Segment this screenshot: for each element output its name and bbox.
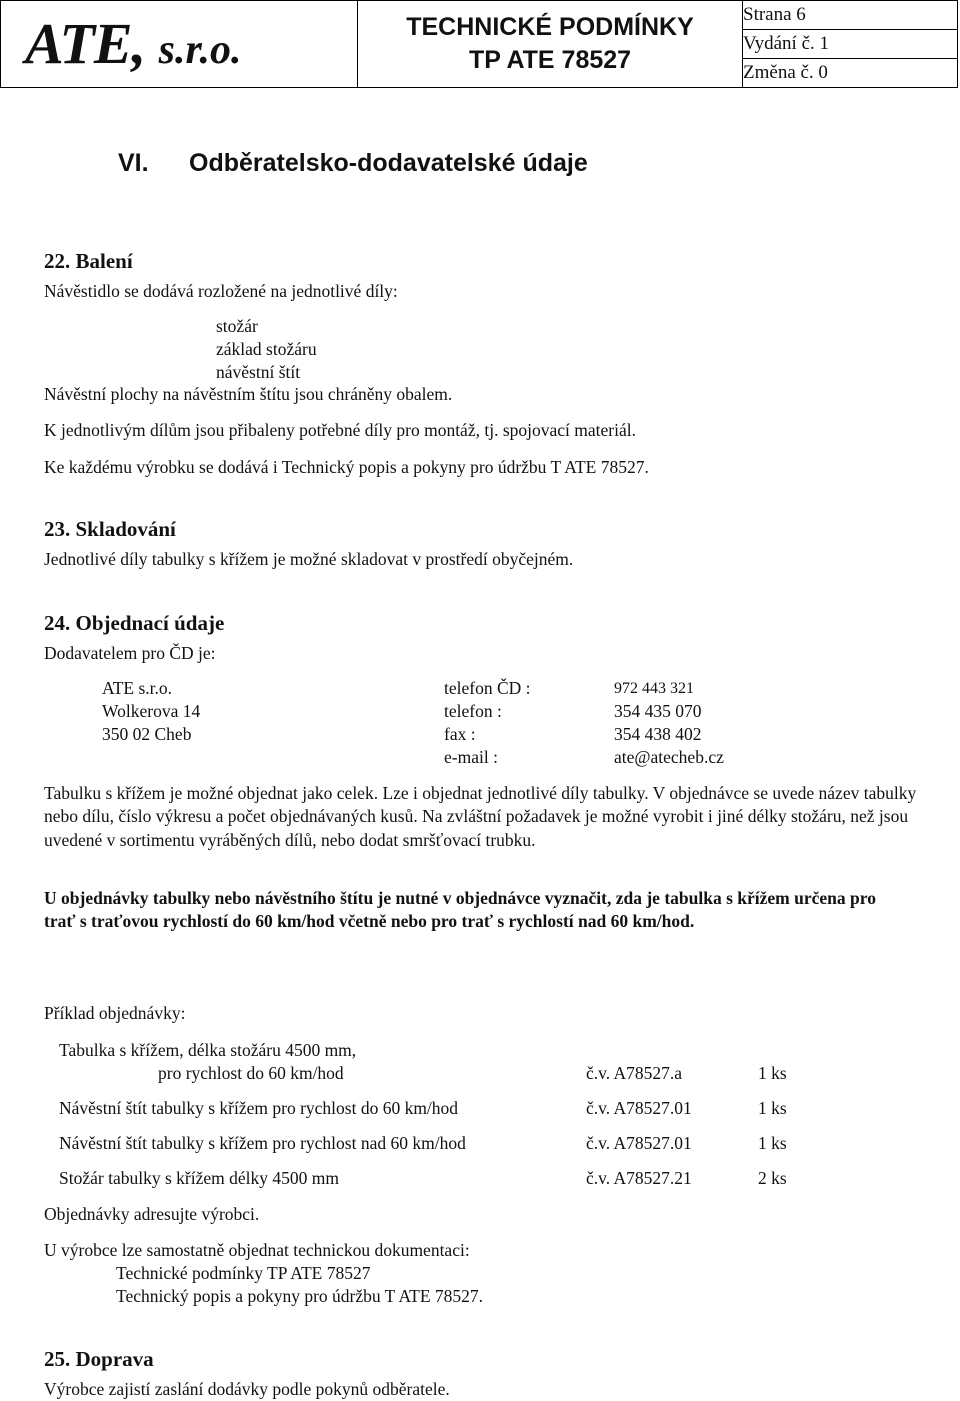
docs-item: Technický popis a pokyny pro údržbu T ATE 78527. bbox=[116, 1286, 484, 1306]
address-line: ATE s.r.o. bbox=[102, 678, 172, 698]
order-item-qty: 2 ks bbox=[758, 1168, 787, 1188]
order-item-name: Tabulka s křížem, délka stožáru 4500 mm, bbox=[59, 1040, 357, 1060]
order-item-code: č.v. A78527.01 bbox=[586, 1133, 692, 1153]
address-to-text: Objednávky adresujte výrobci. bbox=[44, 1204, 260, 1224]
order-item-name: Návěstní štít tabulky s křížem pro rychlost do 60 km/hod bbox=[59, 1098, 459, 1118]
supplier-intro: Dodavatelem pro ČD je: bbox=[44, 643, 216, 663]
packaging-item: základ stožáru bbox=[216, 339, 317, 359]
order-item-qty: 1 ks bbox=[758, 1133, 787, 1153]
order-item-qty: 1 ks bbox=[758, 1063, 787, 1083]
order-item-name: Návěstní štít tabulky s křížem pro rychlost nad 60 km/hod bbox=[59, 1133, 466, 1153]
email-value: ate@atecheb.cz bbox=[614, 747, 724, 767]
contact-label: fax : bbox=[444, 724, 476, 744]
logo-cell bbox=[1, 1, 358, 88]
transport-text: Výrobce zajistí zaslání dodávky podle pokynů odběratele. bbox=[44, 1379, 450, 1399]
phone-value: 354 435 070 bbox=[614, 701, 702, 721]
section-number: VI. bbox=[118, 149, 149, 177]
packaging-intro: Návěstidlo se dodává rozložené na jednotlivé díly: bbox=[44, 281, 398, 301]
order-item-qty: 1 ks bbox=[758, 1098, 787, 1118]
order-item-code: č.v. A78527.a bbox=[586, 1063, 683, 1083]
heading-25: 25. Doprava bbox=[44, 1347, 154, 1371]
section-title: Odběratelsko-dodavatelské údaje bbox=[189, 149, 588, 177]
edition-number: Vydání č. 1 bbox=[743, 30, 958, 59]
packaging-item: návěstní štít bbox=[216, 362, 301, 382]
fax-value: 354 438 402 bbox=[614, 724, 702, 744]
example-label: Příklad objednávky: bbox=[44, 1003, 186, 1023]
address-line: 350 02 Cheb bbox=[102, 724, 192, 744]
docs-intro: U výrobce lze samostatně objednat technickou dokumentaci: bbox=[44, 1240, 470, 1260]
doc-title: TECHNICKÉ PODMÍNKY bbox=[406, 13, 694, 41]
company-logo bbox=[1, 11, 241, 76]
heading-23: 23. Skladování bbox=[44, 517, 176, 541]
change-number: Změna č. 0 bbox=[743, 59, 958, 88]
contact-label: telefon : bbox=[444, 701, 502, 721]
title-cell bbox=[358, 1, 743, 88]
page-header bbox=[0, 0, 958, 88]
packaging-line: Návěstní plochy na návěstním štítu jsou chráněny obalem. bbox=[44, 384, 453, 404]
heading-22: 22. Balení bbox=[44, 249, 133, 273]
page-number: Strana 6 bbox=[743, 1, 958, 30]
storage-text: Jednotlivé díly tabulky s křížem je možné skladovat v prostředí obyčejném. bbox=[44, 549, 574, 569]
order-item-name-2: pro rychlost do 60 km/hod bbox=[158, 1063, 344, 1083]
order-item-name: Stožár tabulky s křížem délky 4500 mm bbox=[59, 1168, 339, 1188]
order-item-code: č.v. A78527.01 bbox=[586, 1098, 692, 1118]
contact-label: telefon ČD : bbox=[444, 678, 531, 698]
order-important-note: U objednávky tabulky nebo návěstního štítu je nutné v objednávce vyznačit, zda je tabulka s křížem určena pro trať s traťovou rychlostí do 60 km/hod včetně nebo pro trať s rychlostí nad 60 km/hod. bbox=[44, 888, 876, 932]
order-item-code: č.v. A78527.21 bbox=[586, 1168, 692, 1188]
contact-label: e-mail : bbox=[444, 747, 498, 767]
doc-code: TP ATE 78527 bbox=[468, 46, 632, 74]
heading-24: 24. Objednací údaje bbox=[44, 611, 225, 635]
order-paragraph: Tabulku s křížem je možné objednat jako celek. Lze i objednat jednotlivé díly tabulky. V objednávce se uvede název tabulky nebo dílu, číslo výkresu a počet objednávaných kusů. Na zvláštní požadavek je možné vyrobit i jiné délky stožáru, než jsou uvedené v sortimentu vyráběných dílů, nebo dodat smršťovací trubku. bbox=[44, 783, 917, 850]
logo-sub: s.r.o. bbox=[158, 27, 242, 73]
phone-cd-value: 972 443 321 bbox=[614, 680, 694, 697]
packaging-item: stožár bbox=[216, 316, 258, 336]
logo-main: ATE, bbox=[25, 11, 146, 76]
address-line: Wolkerova 14 bbox=[102, 701, 201, 721]
docs-item: Technické podmínky TP ATE 78527 bbox=[116, 1263, 371, 1283]
packaging-line: K jednotlivým dílům jsou přibaleny potřebné díly pro montáž, tj. spojovací materiál. bbox=[44, 420, 636, 440]
packaging-line: Ke každému výrobku se dodává i Technický popis a pokyny pro údržbu T ATE 78527. bbox=[44, 457, 649, 477]
